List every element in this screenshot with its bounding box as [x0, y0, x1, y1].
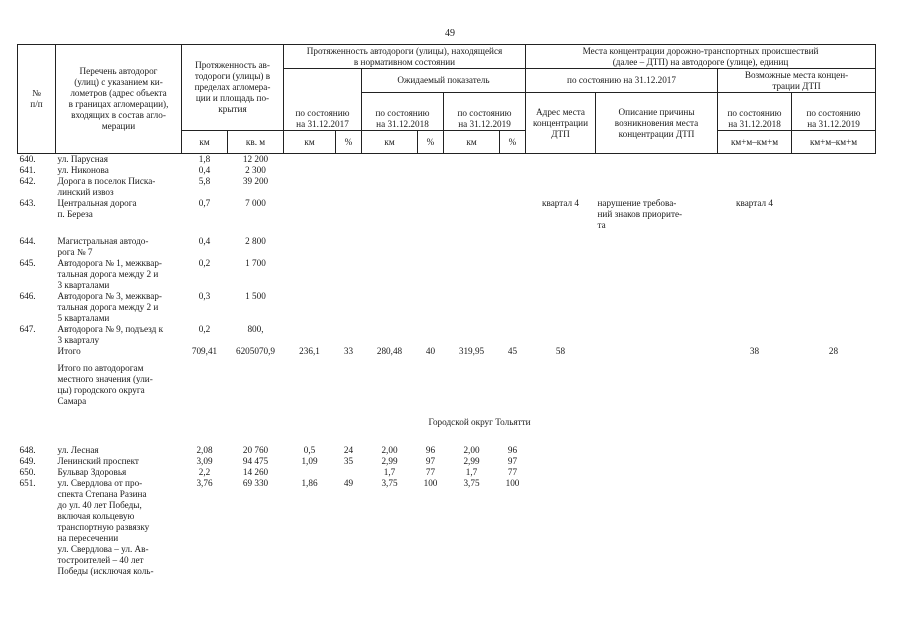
table-row [18, 445, 876, 456]
row-road: ул. Парусная [57, 154, 108, 164]
row-norm-2018: 2,00 [381, 445, 398, 455]
total-description: Итого по автодорогам местного значения (ули- цы) городского округа Самара [57, 363, 153, 406]
row-num: 644. [19, 236, 36, 246]
unit-km: км [284, 131, 336, 154]
total-description-row [18, 357, 876, 415]
row-num: 643. [19, 198, 36, 208]
table-row [18, 176, 876, 198]
row-m2: 1 700 [245, 258, 266, 268]
row-m2: 7 000 [245, 198, 266, 208]
header-possible: Возможные места концен- трации ДТП [718, 69, 876, 93]
total-pct-2017: 33 [343, 346, 354, 356]
header-normative: Протяженность автодороги (улицы), находящейся в нормативном состоянии [284, 45, 526, 69]
unit-km: км [362, 131, 418, 154]
row-num: 649. [19, 456, 36, 466]
total-norm-2019: 319,95 [458, 346, 485, 356]
row-road: Автодорога № 1, межквар- тальная дорога между 2 и 3 кварталами [57, 258, 162, 290]
total-row [18, 346, 876, 357]
table-row [18, 456, 876, 467]
header-num: № п/п [18, 45, 56, 154]
unit-pct: % [418, 131, 444, 154]
row-norm-2019: 1,7 [465, 467, 478, 477]
row-m2: 14 260 [242, 467, 269, 477]
unit-m2: кв. м [228, 131, 284, 154]
section-title: Городской округ Тольятти [428, 417, 531, 427]
total-km: 709,41 [191, 346, 218, 356]
row-norm-2018: 1,7 [383, 467, 396, 477]
row-poss-2018: квартал 4 [736, 198, 774, 208]
row-num: 642. [19, 176, 36, 186]
row-km: 0,3 [198, 291, 211, 301]
row-km: 5,8 [198, 176, 211, 186]
row-norm-2017: 0,5 [303, 445, 316, 455]
total-pct-2019: 45 [507, 346, 518, 356]
page-number: 49 [445, 28, 455, 39]
total-norm-2018: 280,48 [376, 346, 403, 356]
row-m2: 69 330 [242, 478, 269, 488]
row-m2: 1 500 [245, 291, 266, 301]
row-km: 0,4 [198, 165, 211, 175]
row-pct-2017: 49 [343, 478, 354, 488]
total-norm-2017: 236,1 [299, 346, 320, 356]
unit-km: км [444, 131, 500, 154]
row-km: 2,2 [198, 467, 211, 477]
row-num: 650. [19, 467, 36, 477]
header-poss-2018: по состоянию на 31.12.2018 [718, 93, 792, 131]
row-pct-2018: 97 [425, 456, 436, 466]
table-row [18, 165, 876, 176]
row-num: 645. [19, 258, 36, 268]
section-row [18, 415, 876, 445]
row-km: 3,76 [196, 478, 213, 488]
unit-km: км [182, 131, 228, 154]
row-road: Бульвар Здоровья [57, 467, 127, 477]
unit-pct: % [336, 131, 362, 154]
row-km: 0,7 [198, 198, 211, 208]
unit-poss-2018: км+м–км+м [792, 131, 876, 154]
table-row [18, 467, 876, 478]
row-road: Магистральная автодо- рога № 7 [57, 236, 149, 257]
row-m2: 39 200 [242, 176, 269, 186]
row-norm-2017: 1,86 [301, 478, 318, 488]
table-row [18, 198, 876, 236]
table-row [18, 324, 876, 346]
row-road: ул. Свердлова от про- спекта Степана Разина до ул. 40 лет Победы, включая кольцевую транспортную развязку на пересечении ул. Свердлова – ул. Ав- тостроителей – 40 лет Победы (исключая коль- [57, 478, 154, 576]
total-dtp-address: 58 [555, 346, 566, 356]
row-num: 640. [19, 154, 36, 164]
row-pct-2018: 77 [425, 467, 436, 477]
row-address: квартал 4 [542, 198, 580, 208]
unit-pct: % [500, 131, 526, 154]
row-norm-2018: 2,99 [381, 456, 398, 466]
header-norm-2018: по состоянию на 31.12.2018 [362, 93, 444, 131]
row-road: Ленинский проспект [57, 456, 139, 466]
row-km: 0,4 [198, 236, 211, 246]
row-m2: 2 300 [245, 165, 266, 175]
row-road: Дорога в поселок Писка- линский извоз [57, 176, 156, 197]
row-m2: 2 800 [245, 236, 266, 246]
row-km: 1,8 [198, 154, 211, 164]
row-road: ул. Лесная [57, 445, 99, 455]
row-m2: 94 475 [242, 456, 269, 466]
total-poss-2018: 38 [749, 346, 760, 356]
row-norm-2019: 3,75 [463, 478, 480, 488]
row-km: 2,08 [196, 445, 213, 455]
row-num: 651. [19, 478, 36, 488]
header-length: Протяженность ав- тодороги (улицы) в пределах агломера- ции и площадь по- крытия [182, 45, 284, 131]
row-num: 647. [19, 324, 36, 334]
header-poss-2019: по состоянию на 31.12.2019 [792, 93, 876, 131]
header-expected: Ожидаемый показатель [362, 69, 526, 93]
header-address: Адрес места концентрации ДТП [526, 93, 596, 154]
row-m2: 20 760 [242, 445, 269, 455]
row-pct-2018: 100 [423, 478, 438, 488]
row-pct-2017: 35 [343, 456, 354, 466]
row-pct-2019: 97 [507, 456, 518, 466]
table-row [18, 291, 876, 324]
row-pct-2017: 24 [343, 445, 354, 455]
total-pct-2018: 40 [425, 346, 436, 356]
header-norm-2017: по состоянию на 31.12.2017 [284, 69, 362, 131]
row-num: 648. [19, 445, 36, 455]
row-road: ул. Никонова [57, 165, 109, 175]
total-poss-2019: 28 [828, 346, 839, 356]
row-km: 0,2 [198, 258, 211, 268]
row-road: Автодорога № 3, межквар- тальная дорога между 2 и 5 кварталами [57, 291, 162, 323]
row-num: 641. [19, 165, 36, 175]
row-km: 0,2 [198, 324, 211, 334]
row-m2: 12 200 [242, 154, 269, 164]
total-label: Итого [57, 346, 81, 356]
total-m2: 6205070,9 [235, 346, 276, 356]
row-norm-2019: 2,00 [463, 445, 480, 455]
roads-table [17, 44, 876, 577]
header-norm-2019: по состоянию на 31.12.2019 [444, 93, 526, 131]
row-reason: нарушение требова- ний знаков приорите- та [597, 198, 683, 230]
row-norm-2018: 3,75 [381, 478, 398, 488]
row-km: 3,09 [196, 456, 213, 466]
row-pct-2019: 96 [507, 445, 518, 455]
row-pct-2019: 77 [507, 467, 518, 477]
header-road-list: Перечень автодорог (улиц) с указанием ки- лометров (адрес объекта в границах агломерации), входящих в состав агло- мерации [56, 45, 182, 154]
row-norm-2017: 1,09 [301, 456, 318, 466]
row-m2: 800, [247, 324, 264, 334]
row-norm-2019: 2,99 [463, 456, 480, 466]
row-pct-2018: 96 [425, 445, 436, 455]
table-row [18, 258, 876, 291]
row-road: Автодорога № 9, подъезд к 3 кварталу [57, 324, 164, 345]
unit-kmm: км+м–км+м [718, 131, 792, 154]
table-row [18, 478, 876, 577]
header-dtp: Места концентрации дорожно-транспортных происшествий (далее – ДТП) на автодороге (улице), единиц [526, 45, 876, 69]
row-num: 646. [19, 291, 36, 301]
row-pct-2019: 100 [505, 478, 520, 488]
header-reason: Описание причины возникновения места концентрации ДТП [596, 93, 718, 154]
row-road: Центральная дорога п. Береза [57, 198, 137, 219]
header-state-2017: по состоянию на 31.12.2017 [526, 69, 718, 93]
table-row [18, 154, 876, 166]
table-row [18, 236, 876, 258]
